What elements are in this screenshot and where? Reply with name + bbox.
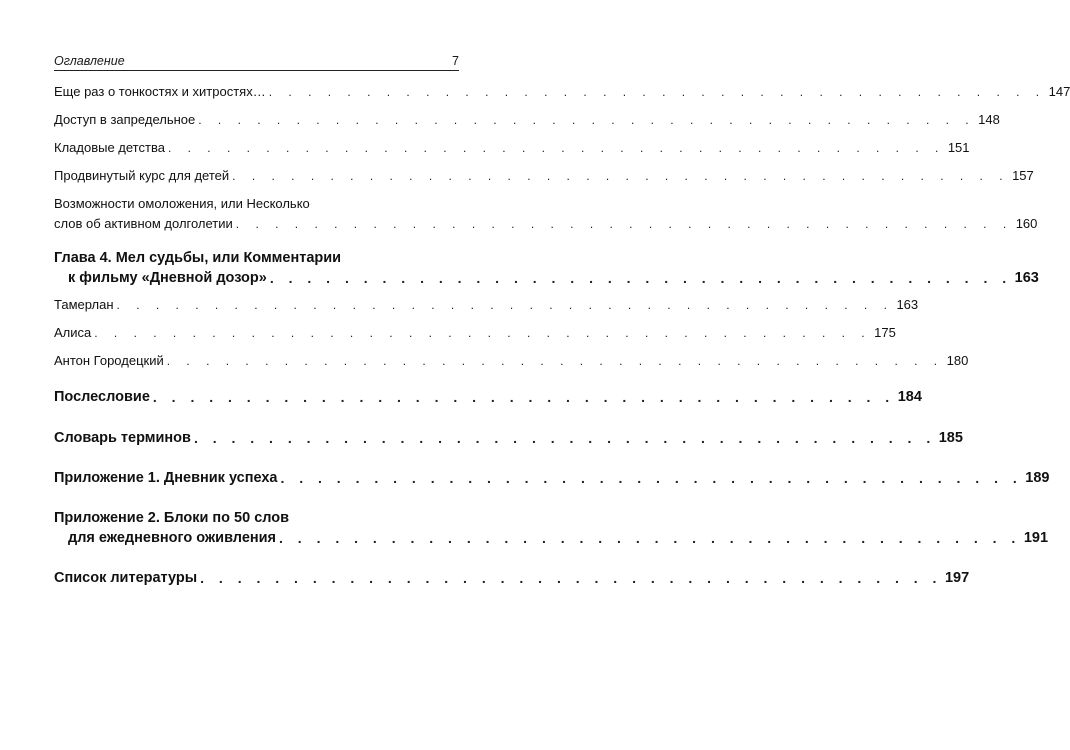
toc-chapter-entry bbox=[54, 468, 1050, 488]
toc-leader-dots: . . . . . . . . . . . . . . . . . . . . . . . . . . . . . . . . . . . . . . . . bbox=[166, 354, 944, 368]
toc-entry bbox=[54, 194, 1038, 234]
toc-entry-title-line1: Приложение 2. Блоки по 50 слов bbox=[54, 510, 290, 526]
toc-leader-dots: . . . . . . . . . . . . . . . . . . . . . . . . . . . . . . . . . . . . . . . . bbox=[152, 389, 895, 405]
toc-chapter-entry bbox=[54, 508, 1049, 548]
toc-entry-title: Кладовые детства bbox=[54, 140, 165, 155]
toc-entry-page: 191 bbox=[1023, 530, 1049, 546]
toc-entry-title: Продвинутый курс для детей bbox=[54, 168, 230, 183]
toc-entry-title-line1: Глава 4. Мел судьбы, или Комментарии bbox=[54, 250, 342, 266]
toc-entry-title: Антон Городецкий bbox=[54, 353, 164, 368]
toc-entry-page: 185 bbox=[938, 430, 963, 446]
header-rule bbox=[54, 70, 459, 71]
toc-leader-dots: . . . . . . . . . . . . . . . . . . . . . . . . . . . . . . . . . . . . . . . . bbox=[193, 430, 936, 446]
toc-entry-title: Словарь терминов bbox=[54, 430, 191, 446]
toc-entry bbox=[54, 82, 1070, 102]
toc-chapter-entry bbox=[54, 428, 963, 448]
toc-entry-page: 151 bbox=[947, 140, 970, 155]
toc-entry-page: 189 bbox=[1025, 470, 1050, 486]
running-header bbox=[54, 50, 459, 68]
toc-entry-title: Послесловие bbox=[54, 389, 150, 405]
toc-leader-dots: . . . . . . . . . . . . . . . . . . . . . . . . . . . . . . . . . . . . . . . . bbox=[232, 169, 1010, 183]
toc-entry-title: Приложение 1. Дневник успеха bbox=[54, 470, 278, 486]
toc-leader-dots: . . . . . . . . . . . . . . . . . . . . . . . . . . . . . . . . . . . . . . . . bbox=[279, 530, 1021, 546]
toc-leader-dots: . . . . . . . . . . . . . . . . . . . . . . . . . . . . . . . . . . . . . . . . bbox=[268, 85, 1046, 99]
toc-entry bbox=[54, 351, 969, 371]
toc-entry-page: 180 bbox=[946, 353, 969, 368]
toc-entry-title-line1: Возможности омоложения, или Несколько bbox=[54, 196, 310, 211]
toc-entry-title: Список литературы bbox=[54, 570, 198, 586]
toc-entry-page: 175 bbox=[874, 325, 896, 340]
toc-chapter-entry bbox=[54, 248, 1039, 288]
toc-entry-page: 160 bbox=[1015, 216, 1038, 231]
toc-entry bbox=[54, 323, 896, 343]
toc-entry-title: Алиса bbox=[54, 325, 92, 340]
toc-chapter-entry bbox=[54, 568, 970, 588]
header-page-number: 7 bbox=[452, 54, 459, 68]
toc-leader-dots: . . . . . . . . . . . . . . . . . . . . . . . . . . . . . . . . . . . . . . . . bbox=[94, 326, 872, 340]
toc-leader-dots: . . . . . . . . . . . . . . . . . . . . . . . . . . . . . . . . . . . . . . . . bbox=[200, 570, 942, 586]
toc-leader-dots: . . . . . . . . . . . . . . . . . . . . . . . . . . . . . . . . . . . . . . . . bbox=[269, 270, 1012, 286]
toc-entry bbox=[54, 138, 970, 158]
toc-entry-page: 147 bbox=[1048, 84, 1070, 99]
toc-entry bbox=[54, 166, 1034, 186]
toc-entry-title-line2: слов об активном долголетии bbox=[54, 216, 233, 231]
toc-entry-title: Доступ в запредельное bbox=[54, 112, 196, 127]
toc-entry-page: 163 bbox=[1014, 270, 1039, 286]
toc-leader-dots: . . . . . . . . . . . . . . . . . . . . . . . . . . . . . . . . . . . . . . . . bbox=[280, 470, 1023, 486]
header-title: Оглавление bbox=[54, 54, 125, 68]
toc-entry-title-line2: к фильму «Дневной дозор» bbox=[68, 270, 267, 286]
toc-entry-title: Еще раз о тонкостях и хитростях… bbox=[54, 84, 266, 99]
toc-entry-page: 184 bbox=[897, 389, 922, 405]
toc-entry-page: 163 bbox=[896, 297, 919, 312]
toc-leader-dots: . . . . . . . . . . . . . . . . . . . . . . . . . . . . . . . . . . . . . . . . bbox=[167, 141, 945, 155]
toc-entry-page: 148 bbox=[978, 112, 1000, 127]
toc-leader-dots: . . . . . . . . . . . . . . . . . . . . . . . . . . . . . . . . . . . . . . . . bbox=[116, 298, 894, 312]
toc-entry bbox=[54, 110, 1000, 130]
toc-entry-title-line2: для ежедневного оживления bbox=[68, 530, 277, 546]
toc-entry-page: 157 bbox=[1012, 168, 1034, 183]
toc-entry-page: 197 bbox=[944, 570, 970, 586]
toc-chapter-entry bbox=[54, 387, 922, 407]
toc-entry bbox=[54, 295, 919, 315]
toc-entry-title: Тамерлан bbox=[54, 297, 114, 312]
toc-leader-dots: . . . . . . . . . . . . . . . . . . . . . . . . . . . . . . . . . . . . . . . . bbox=[198, 113, 976, 127]
toc-leader-dots: . . . . . . . . . . . . . . . . . . . . . . . . . . . . . . . . . . . . . . . . bbox=[235, 217, 1013, 231]
